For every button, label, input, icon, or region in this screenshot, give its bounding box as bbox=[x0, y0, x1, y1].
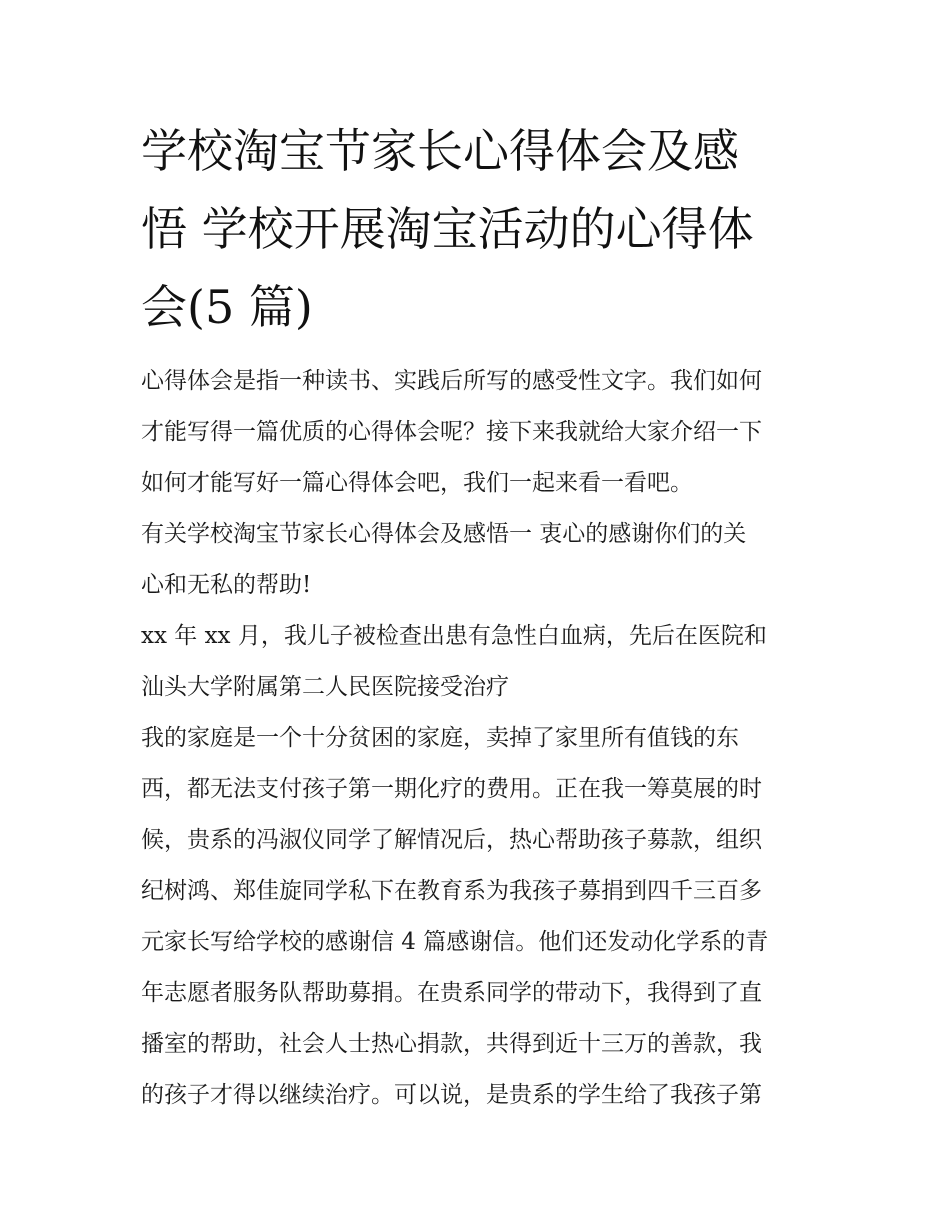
title-line-2: 悟 学校开展淘宝活动的心得体 bbox=[141, 202, 754, 256]
title-line-3: 会(5 篇) bbox=[141, 280, 313, 334]
paragraph-heading-one bbox=[141, 509, 813, 611]
paragraph-line: 如何才能写好一篇心得体会吧，我们一起来看一看吧。 bbox=[141, 470, 693, 496]
paragraph-line: 才能写得一篇优质的心得体会呢？接下来我就给大家介绍一下 bbox=[141, 419, 762, 445]
paragraph-diagnosis bbox=[141, 611, 813, 713]
paragraph-line: xx 年 xx 月，我儿子被检查出患有急性白血病，先后在医院和 bbox=[141, 623, 767, 649]
document-body bbox=[141, 112, 813, 1121]
paragraph-line: 有关学校淘宝节家长心得体会及感悟一 衷心的感谢你们的关 bbox=[141, 521, 747, 547]
paragraph-line: 元家长写给学校的感谢信 4 篇感谢信。他们还发动化学系的青 bbox=[141, 929, 769, 955]
paragraph-line: 汕头大学附属第二人民医院接受治疗 bbox=[141, 674, 509, 700]
paragraph-line: 播室的帮助，社会人士热心捐款，共得到近十三万的善款，我 bbox=[141, 1031, 762, 1057]
paragraph-line: 候，贵系的冯淑仪同学了解情况后，热心帮助孩子募款，组织 bbox=[141, 827, 762, 853]
paragraph-intro bbox=[141, 356, 813, 509]
paragraph-line: 年志愿者服务队帮助募捐。在贵系同学的带动下，我得到了直 bbox=[141, 980, 762, 1006]
paragraph-line: 的孩子才得以继续治疗。可以说，是贵系的学生给了我孩子第 bbox=[141, 1082, 762, 1108]
paragraph-line: 心得体会是指一种读书、实践后所写的感受性文字。我们如何 bbox=[141, 368, 762, 394]
paragraph-line: 我的家庭是一个十分贫困的家庭，卖掉了家里所有值钱的东 bbox=[141, 725, 739, 751]
document-title bbox=[141, 112, 813, 346]
paragraph-family bbox=[141, 713, 813, 1121]
paragraph-line: 西，都无法支付孩子第一期化疗的费用。正在我一筹莫展的时 bbox=[141, 776, 762, 802]
title-line-1: 学校淘宝节家长心得体会及感 bbox=[141, 124, 739, 178]
paragraph-line: 心和无私的帮助! bbox=[141, 572, 312, 598]
paragraph-line: 纪树鸿、郑佳旋同学私下在教育系为我孩子募捐到四千三百多 bbox=[141, 878, 762, 904]
